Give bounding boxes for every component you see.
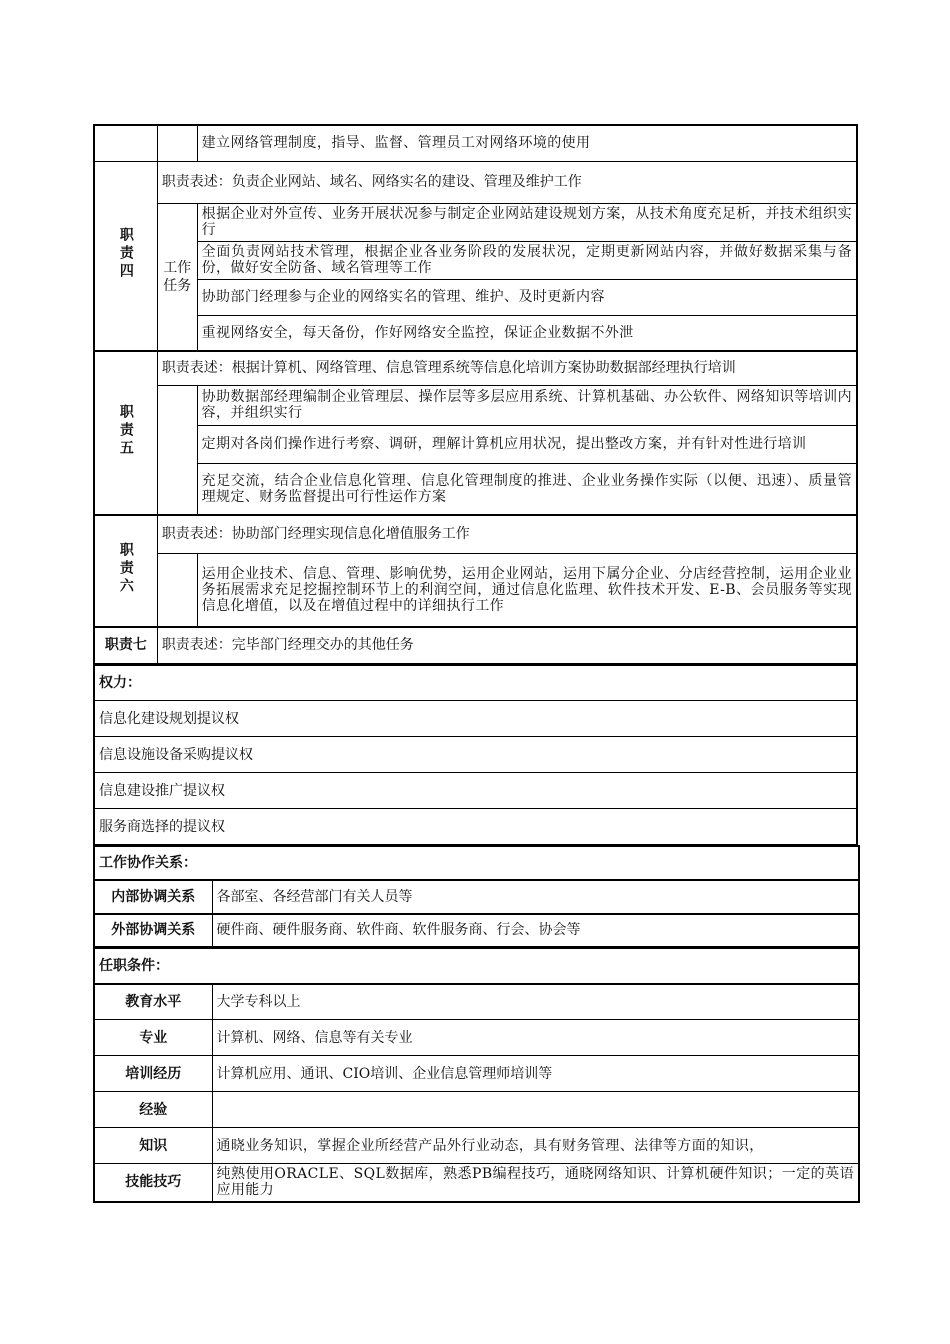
external-relations-value: 硬件商、硬件服务商、软件商、软件服务商、行会、协会等 (212, 914, 859, 946)
duty4-task-1: 根据企业对外宣传、业务开展状况参与制定企业网站建设规划方案，从技术角度充足析，并技术组织实行 (197, 203, 857, 241)
duty5-label-text: 职责五 (117, 404, 134, 458)
qualifications-table (93, 947, 860, 1203)
duty5-task-2: 定期对各岗们操作进行考察、调研，理解计算机应用状况，提出整改方案，并有针对性进行培训 (197, 425, 857, 463)
training-value: 计算机应用、通讯、CIO培训、企业信息管理师培训等 (212, 1056, 859, 1092)
authority-item-2: 信息设施设备采购提议权 (94, 737, 857, 773)
duty7-desc: 职责表述：完毕部门经理交办的其他任务 (157, 627, 857, 663)
duty6-desc: 职责表述：协助部门经理实现信息化增值服务工作 (157, 515, 857, 553)
authority-item-4: 服务商选择的提议权 (94, 809, 857, 845)
duty4-label-text: 职责四 (117, 226, 134, 281)
duty4-desc: 职责表述：负责企业网站、域名、网络实名的建设、管理及维护工作 (157, 161, 857, 203)
experience-value (212, 1092, 859, 1128)
duty3-task: 建立网络管理制度，指导、监督、管理员工对网络环境的使用 (197, 125, 857, 161)
training-label: 培训经历 (94, 1056, 212, 1092)
duties-table (93, 124, 858, 664)
knowledge-value: 通晓业务知识，掌握企业所经营产品外行业动态，具有财务管理、法律等方面的知识， (212, 1128, 859, 1164)
relations-table (93, 845, 860, 947)
duty3-sub-cell (157, 125, 197, 161)
skills-value: 纯熟使用ORACLE、SQL数据库，熟悉PB编程技巧，通晓网络知识、计算机硬件知识；一定的英语应用能力 (212, 1164, 859, 1202)
duty4-label (94, 161, 157, 351)
duty5-label (94, 351, 157, 515)
major-label: 专业 (94, 1020, 212, 1056)
duty5-task-1: 协助数据部经理编制企业管理层、操作层等多层应用系统、计算机基础、办公软件、网络知识等培训内容，并组织实行 (197, 385, 857, 425)
knowledge-label: 知识 (94, 1128, 212, 1164)
job-description-table (93, 124, 858, 1203)
major-value: 计算机、网络、信息等有关专业 (212, 1020, 859, 1056)
education-label: 教育水平 (94, 984, 212, 1020)
duty6-label-text: 职责六 (117, 542, 134, 596)
authority-title: 权力： (94, 665, 857, 701)
internal-relations-value: 各部室、各经营部门有关人员等 (212, 880, 859, 914)
duty4-task-label: 工作任务 (157, 203, 197, 351)
skills-label: 技能技巧 (94, 1164, 212, 1202)
authority-item-1: 信息化建设规划提议权 (94, 701, 857, 737)
duty4-task-3: 协助部门经理参与企业的网络实名的管理、维护、及时更新内容 (197, 279, 857, 315)
duty4-task-4: 重视网络安全，每天备份，作好网络安全监控，保证企业数据不外泄 (197, 315, 857, 351)
duty6-task-label (157, 553, 197, 627)
authority-table (93, 664, 858, 846)
education-value: 大学专科以上 (212, 984, 859, 1020)
duty6-label (94, 515, 157, 627)
internal-relations-label: 内部协调关系 (94, 880, 212, 914)
duty5-task-label (157, 385, 197, 515)
duty7-label: 职责七 (94, 627, 157, 663)
duty4-task-2: 全面负责网站技术管理，根据企业各业务阶段的发展状况，定期更新网站内容，并做好数据采集与备份，做好安全防备、域名管理等工作 (197, 241, 857, 279)
external-relations-label: 外部协调关系 (94, 914, 212, 946)
authority-item-3: 信息建设推广提议权 (94, 773, 857, 809)
experience-label: 经验 (94, 1092, 212, 1128)
qualifications-title: 任职条件： (94, 948, 859, 984)
relations-title: 工作协作关系： (94, 846, 859, 880)
duty6-task-1: 运用企业技术、信息、管理、影响优势，运用企业网站，运用下属分企业、分店经营控制，运用企业业务拓展需求充足挖掘控制环节上的利润空间，通过信息化监理、软件技术开发、E-B、会员服务等实现信息化增值，以及在增值过程中的详细执行工作 (197, 553, 857, 627)
duty5-task-3: 充足交流，结合企业信息化管理、信息化管理制度的推进、企业业务操作实际（以便、迅速）、质量管理规定、财务监督提出可行性运作方案 (197, 463, 857, 515)
duty3-label-cell (94, 125, 157, 161)
duty5-desc: 职责表述：根据计算机、网络管理、信息管理系统等信息化培训方案协助数据部经理执行培训 (157, 351, 857, 385)
